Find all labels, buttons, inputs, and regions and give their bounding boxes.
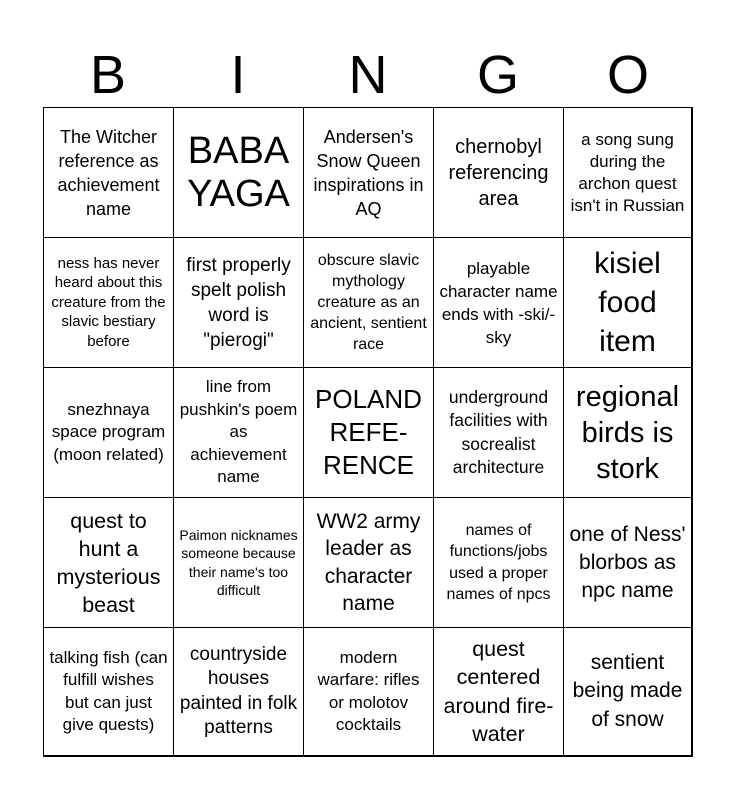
bingo-cell-text: snezhnaya space program (moon related) [51, 399, 166, 464]
bingo-cell-text: obscure slavic mythology creature as an ancient, sentient race [310, 252, 427, 353]
bingo-cell-text: The Witcher reference as achievement name [57, 126, 160, 219]
bingo-cell-text: quest centered around fire-water [443, 636, 554, 746]
bingo-cell-text: quest to hunt a mysterious beast [56, 508, 161, 617]
bingo-cell-text: playable character name ends with -ski/-sky [439, 258, 558, 347]
bingo-cell-15[interactable] [564, 368, 692, 498]
header-letter-i: I [230, 45, 246, 105]
bingo-cell-text: POLAND REFE-RENCE [315, 384, 422, 480]
bingo-cell-text: Paimon nicknames someone because their name's too difficult [179, 526, 298, 598]
bingo-cell-10[interactable] [564, 238, 692, 368]
header-letter-o: O [606, 45, 649, 105]
bingo-cell-text: underground facilities with socrealist architecture [448, 386, 549, 477]
bingo-cell-text: countryside houses painted in folk patterns [179, 643, 298, 738]
bingo-cell-2[interactable] [174, 108, 304, 238]
bingo-cell-text: first properly spelt polish word is "pierogi" [186, 254, 291, 351]
header-letter-g: G [476, 45, 519, 105]
bingo-cell-14[interactable] [434, 368, 564, 498]
bingo-cell-text: regional birds is stork [575, 380, 680, 485]
bingo-cell-9[interactable] [434, 238, 564, 368]
header-letter-b: B [89, 45, 127, 105]
bingo-cell-23[interactable] [304, 628, 434, 756]
bingo-grid [43, 107, 693, 757]
bingo-cell-7[interactable] [174, 238, 304, 368]
bingo-cell-24[interactable] [434, 628, 564, 756]
bingo-cell-text: ness has never heard about this creature from the slavic bestiary before [51, 254, 166, 350]
bingo-cell-17[interactable] [174, 498, 304, 628]
bingo-cell-4[interactable] [434, 108, 564, 238]
bingo-cell-16[interactable] [44, 498, 174, 628]
bingo-cell-text: kisiel food item [594, 247, 661, 358]
bingo-cell-1[interactable] [44, 108, 174, 238]
bingo-cell-8[interactable] [304, 238, 434, 368]
bingo-cell-13[interactable] [304, 368, 434, 498]
bingo-cell-22[interactable] [174, 628, 304, 756]
bingo-cell-text: sentient being made of snow [572, 650, 683, 731]
bingo-cell-12[interactable] [174, 368, 304, 498]
bingo-cell-18[interactable] [304, 498, 434, 628]
bingo-cell-20[interactable] [564, 498, 692, 628]
bingo-cell-text: line from pushkin's poem as achievement name [179, 377, 298, 487]
bingo-cell-19[interactable] [434, 498, 564, 628]
header-letter-n: N [348, 45, 388, 105]
bingo-cell-text: a song sung during the archon quest isn't in Russian [570, 129, 685, 215]
bingo-cell-5[interactable] [564, 108, 692, 238]
bingo-cell-text: modern warfare: rifles or molotov cocktails [317, 647, 420, 734]
bingo-cell-text: chernobyl referencing area [448, 135, 549, 210]
bingo-cell-6[interactable] [44, 238, 174, 368]
bingo-cell-text: talking fish (can fulfill wishes but can just give quests) [49, 647, 168, 734]
bingo-cell-25[interactable] [564, 628, 692, 756]
bingo-cell-text: BABA YAGA [187, 129, 290, 215]
bingo-cell-text: Andersen's Snow Queen inspirations in AQ [313, 126, 424, 219]
bingo-cell-11[interactable] [44, 368, 174, 498]
bingo-cell-3[interactable] [304, 108, 434, 238]
bingo-cell-text: one of Ness' blorbos as npc name [569, 522, 686, 602]
bingo-cell-21[interactable] [44, 628, 174, 756]
bingo-cell-text: names of functions/jobs used a proper names of npcs [446, 521, 551, 603]
bingo-header [43, 44, 693, 106]
bingo-cell-text: WW2 army leader as character name [316, 509, 421, 615]
